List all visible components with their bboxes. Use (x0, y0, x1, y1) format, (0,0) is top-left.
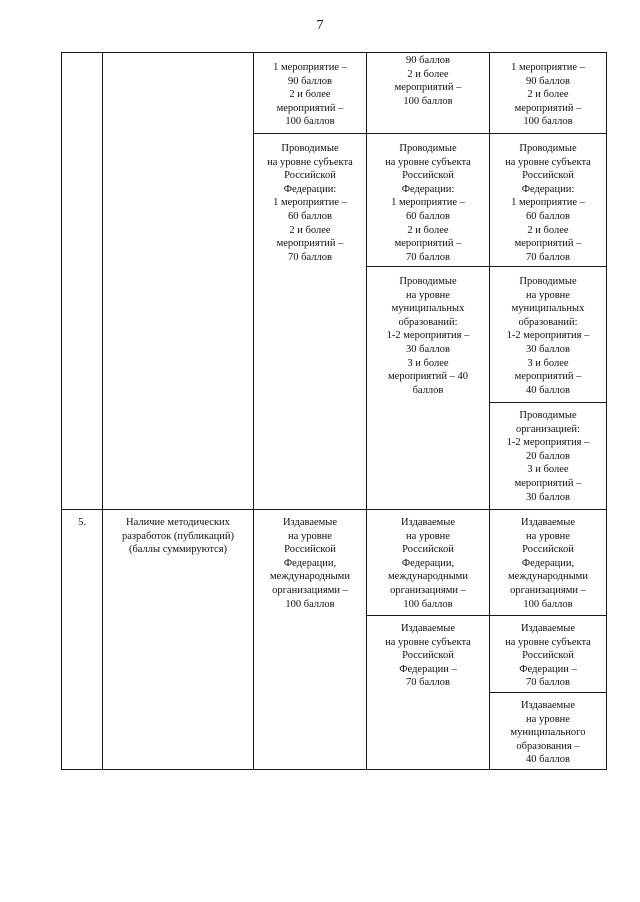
row-divider (366, 615, 607, 616)
row-divider (253, 133, 607, 134)
table-cell: Издаваемые на уровне субъекта Российской Федерации – 70 баллов (505, 623, 591, 689)
table-cell: 1 мероприятие – 90 баллов 2 и более мероприятий – 100 баллов (511, 62, 585, 128)
row-number: 5. (78, 517, 86, 528)
row-divider (61, 509, 607, 510)
table-cell: 1 мероприятие – 90 баллов 2 и более мероприятий – 100 баллов (273, 62, 347, 128)
row-divider (489, 402, 607, 403)
table-cell: Проводимые на уровне субъекта Российской Федерации: 1 мероприятие – 60 баллов 2 и более мероприятий – 70 баллов (505, 143, 591, 263)
table-cell: Проводимые на уровне субъекта Российской Федерации: 1 мероприятие – 60 баллов 2 и более мероприятий – 70 баллов (267, 143, 353, 263)
table-cell: 90 баллов 2 и более мероприятий – 100 баллов (394, 55, 462, 107)
row-divider (366, 266, 607, 267)
table-cell: Издаваемые на уровне Российской Федерации, международными организациями – 100 баллов (270, 517, 350, 610)
table-cell: Издаваемые на уровне Российской Федерации, международными организациями – 100 баллов (508, 517, 588, 610)
table-cell: Проводимые организацией: 1-2 мероприятия – 20 баллов 3 и более мероприятий – 30 баллов (506, 410, 590, 503)
table-cell: Издаваемые на уровне субъекта Российской Федерации – 70 баллов (385, 623, 471, 689)
table-cell: Издаваемые на уровне муниципального образования – 40 баллов (510, 700, 586, 766)
table-cell: Проводимые на уровне субъекта Российской Федерации: 1 мероприятие – 60 баллов 2 и более мероприятий – 70 баллов (385, 143, 471, 263)
column-divider (102, 52, 103, 770)
criterion-label: Наличие методических разработок (публикаций) (баллы суммируются) (122, 517, 234, 556)
table-border-bottom (61, 769, 607, 770)
page-number: 7 (316, 18, 324, 33)
criteria-table (61, 52, 607, 770)
table-border-top (61, 52, 607, 53)
row-divider (489, 692, 607, 693)
table-cell: Проводимые на уровне муниципальных образований: 1-2 мероприятия – 30 баллов 3 и более мероприятий – 40 баллов (386, 276, 470, 396)
table-cell: Издаваемые на уровне Российской Федерации, международными организациями – 100 баллов (388, 517, 468, 610)
table-border-right (606, 52, 607, 770)
table-border-left (61, 52, 62, 770)
table-cell: Проводимые на уровне муниципальных образований: 1-2 мероприятия – 30 баллов 3 и более мероприятий – 40 баллов (506, 276, 590, 396)
